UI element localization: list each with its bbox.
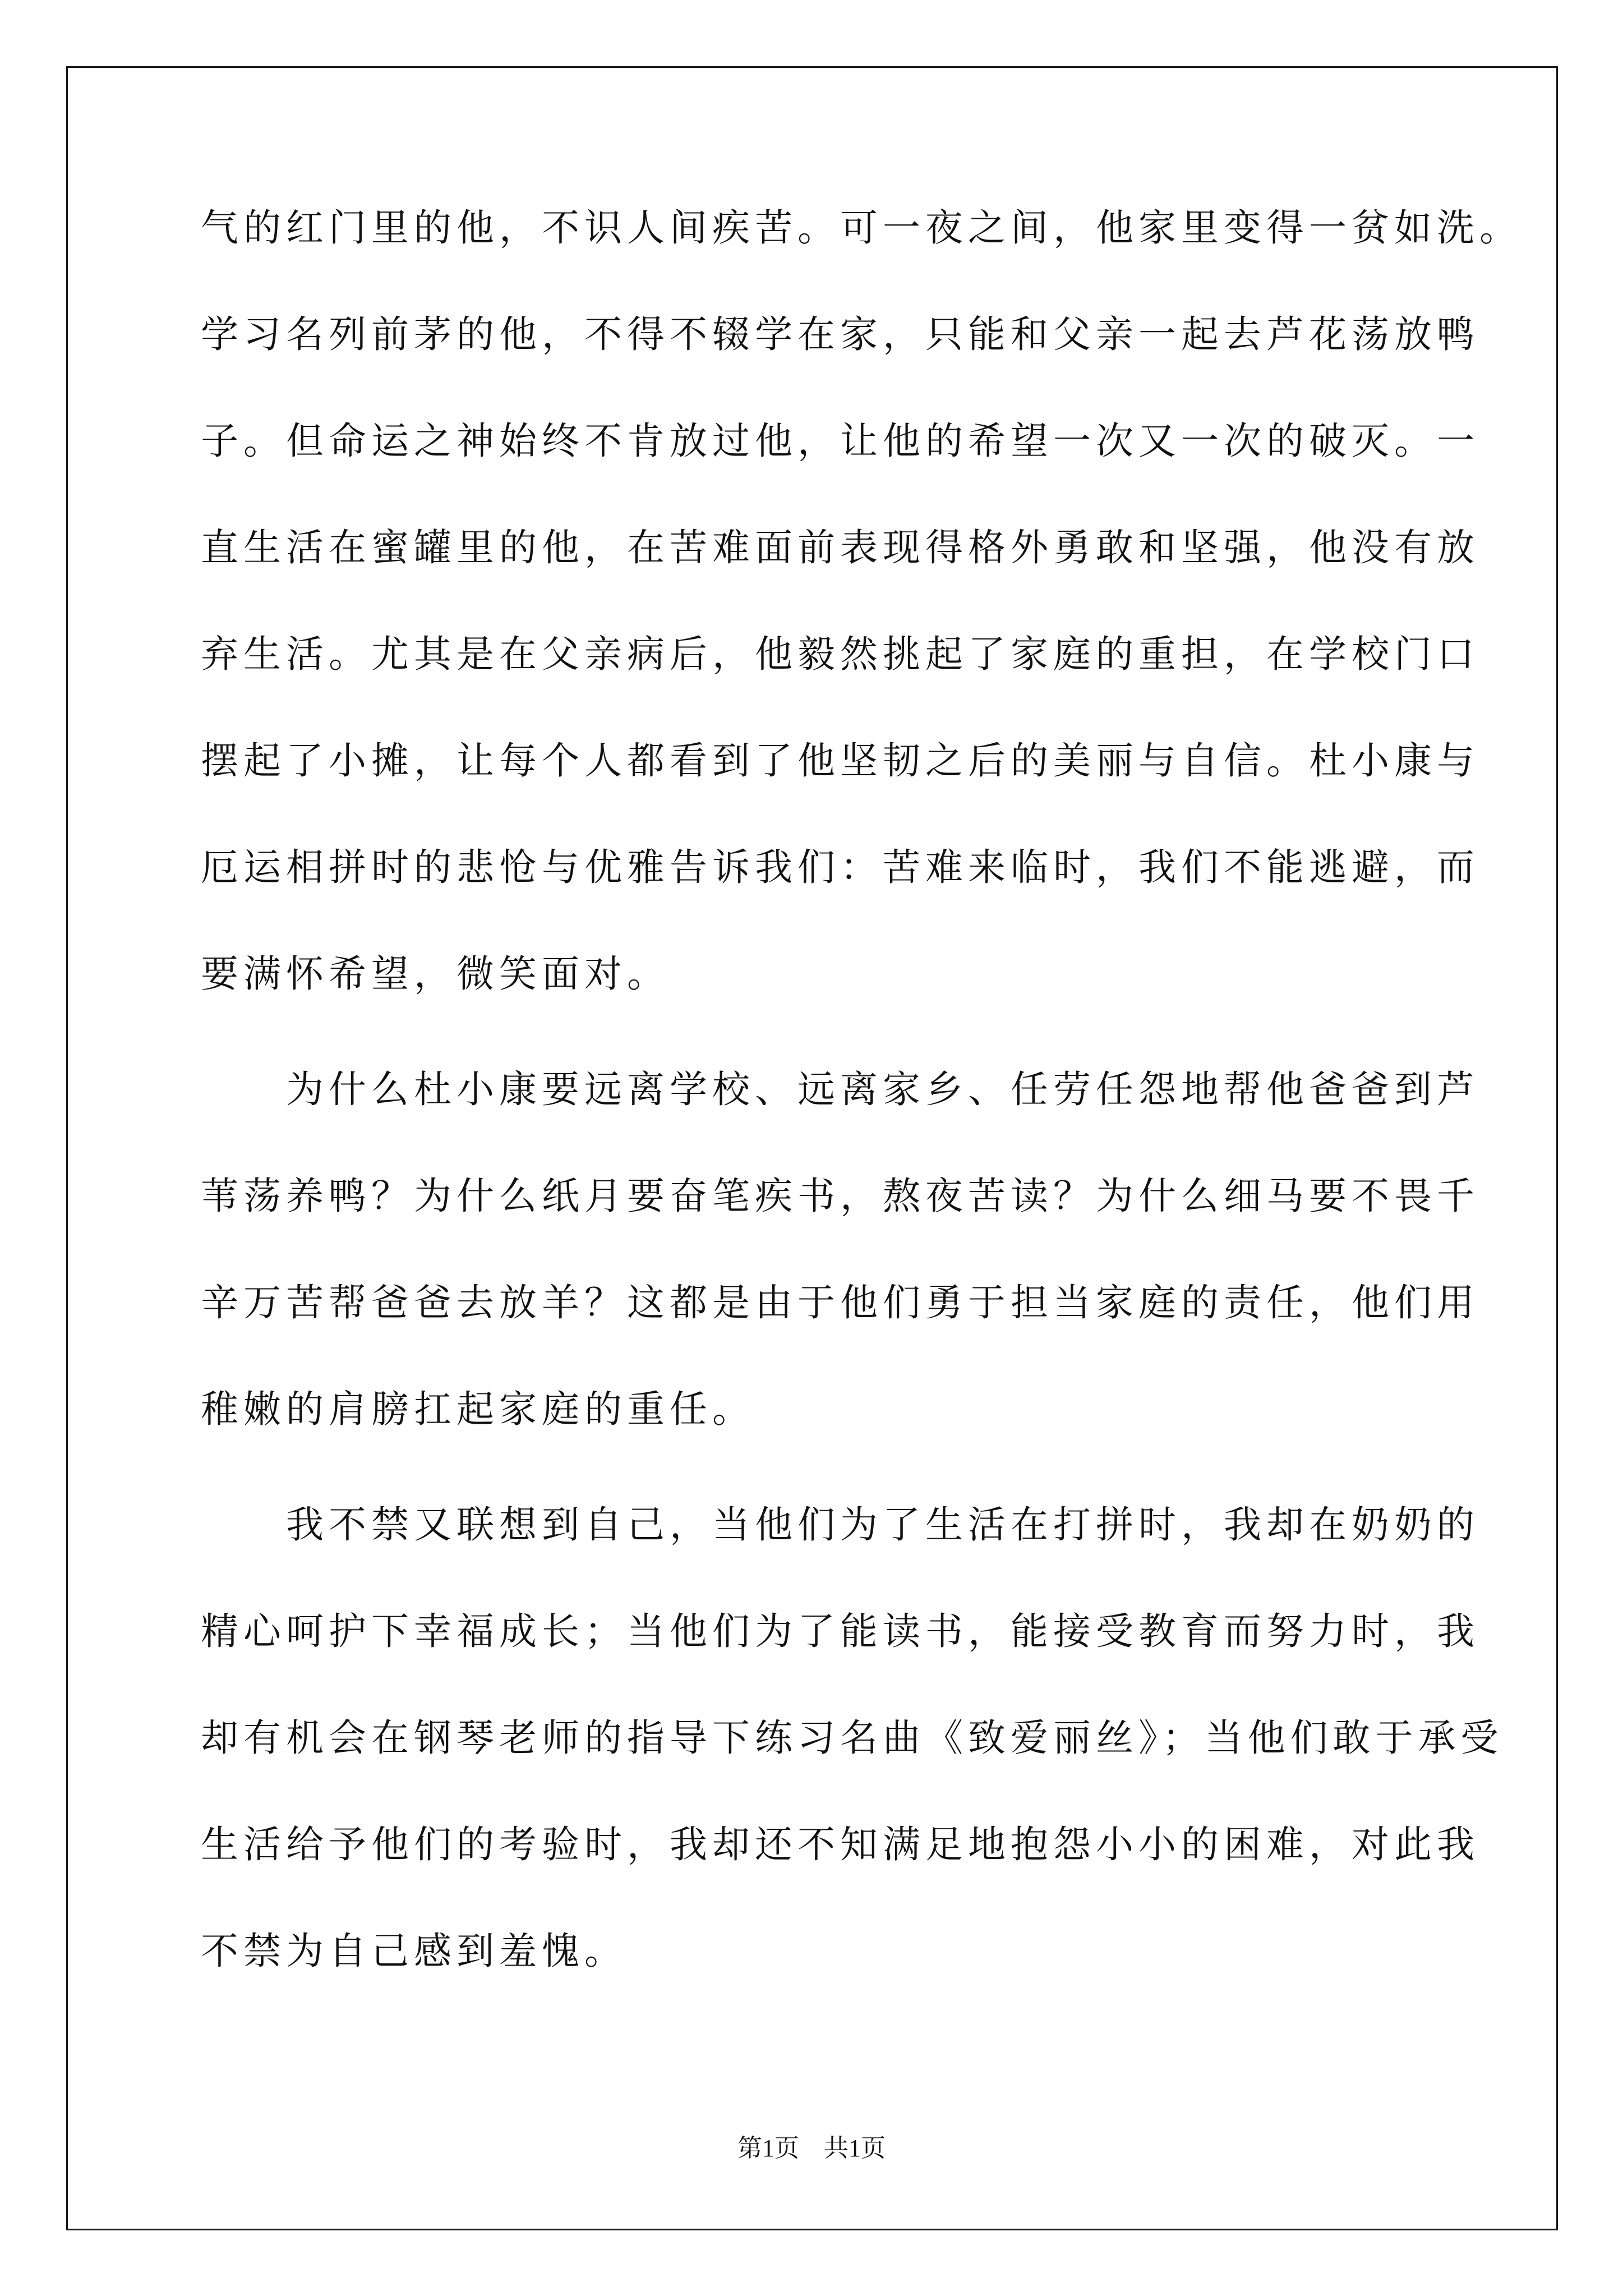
paragraph-start-line: 我不禁又联想到自己，当他们为了生活在打拼时，我却在奶奶的 <box>201 1503 1479 1547</box>
text-line: 精心呵护下幸福成长；当他们为了能读书，能接受教育而努力时，我 <box>201 1609 1479 1653</box>
text-line: 直生活在蜜罐里的他，在苦难面前表现得格外勇敢和坚强，他没有放 <box>201 526 1479 569</box>
text-line: 苇荡养鸭？为什么纸月要奋笔疾书，熬夜苦读？为什么细马要不畏千 <box>201 1174 1479 1218</box>
text-line: 摆起了小摊，让每个人都看到了他坚韧之后的美丽与自信。杜小康与 <box>201 739 1479 783</box>
text-line: 辛万苦帮爸爸去放羊？这都是由于他们勇于担当家庭的责任，他们用 <box>201 1281 1479 1324</box>
text-line: 弃生活。尤其是在父亲病后，他毅然挑起了家庭的重担，在学校门口 <box>201 632 1479 676</box>
text-line: 要满怀希望，微笑面对。 <box>201 952 670 996</box>
text-line: 稚嫩的肩膀扛起家庭的重任。 <box>201 1387 755 1431</box>
text-line: 学习名列前茅的他，不得不辍学在家，只能和父亲一起去芦花荡放鸭 <box>201 312 1479 356</box>
page-number-footer: 第1页 共1页 <box>737 2134 886 2162</box>
text-line: 厄运相拼时的悲怆与优雅告诉我们：苦难来临时，我们不能逃避，而 <box>201 845 1479 889</box>
text-line: 气的红门里的他，不识人间疾苦。可一夜之间，他家里变得一贫如洗。 <box>201 206 1522 250</box>
text-line: 生活给予他们的考验时，我却还不知满足地抱怨小小的困难，对此我 <box>201 1823 1479 1866</box>
page-border <box>66 66 1558 2230</box>
text-line: 却有机会在钢琴老师的指导下练习名曲《致爱丽丝》；当他们敢于承受 <box>201 1716 1504 1760</box>
text-line: 不禁为自己感到羞愧。 <box>201 1929 627 1973</box>
text-line: 子。但命运之神始终不肯放过他，让他的希望一次又一次的破灭。一 <box>201 419 1479 463</box>
paragraph-start-line: 为什么杜小康要远离学校、远离家乡、任劳任怨地帮他爸爸到芦 <box>201 1068 1479 1111</box>
